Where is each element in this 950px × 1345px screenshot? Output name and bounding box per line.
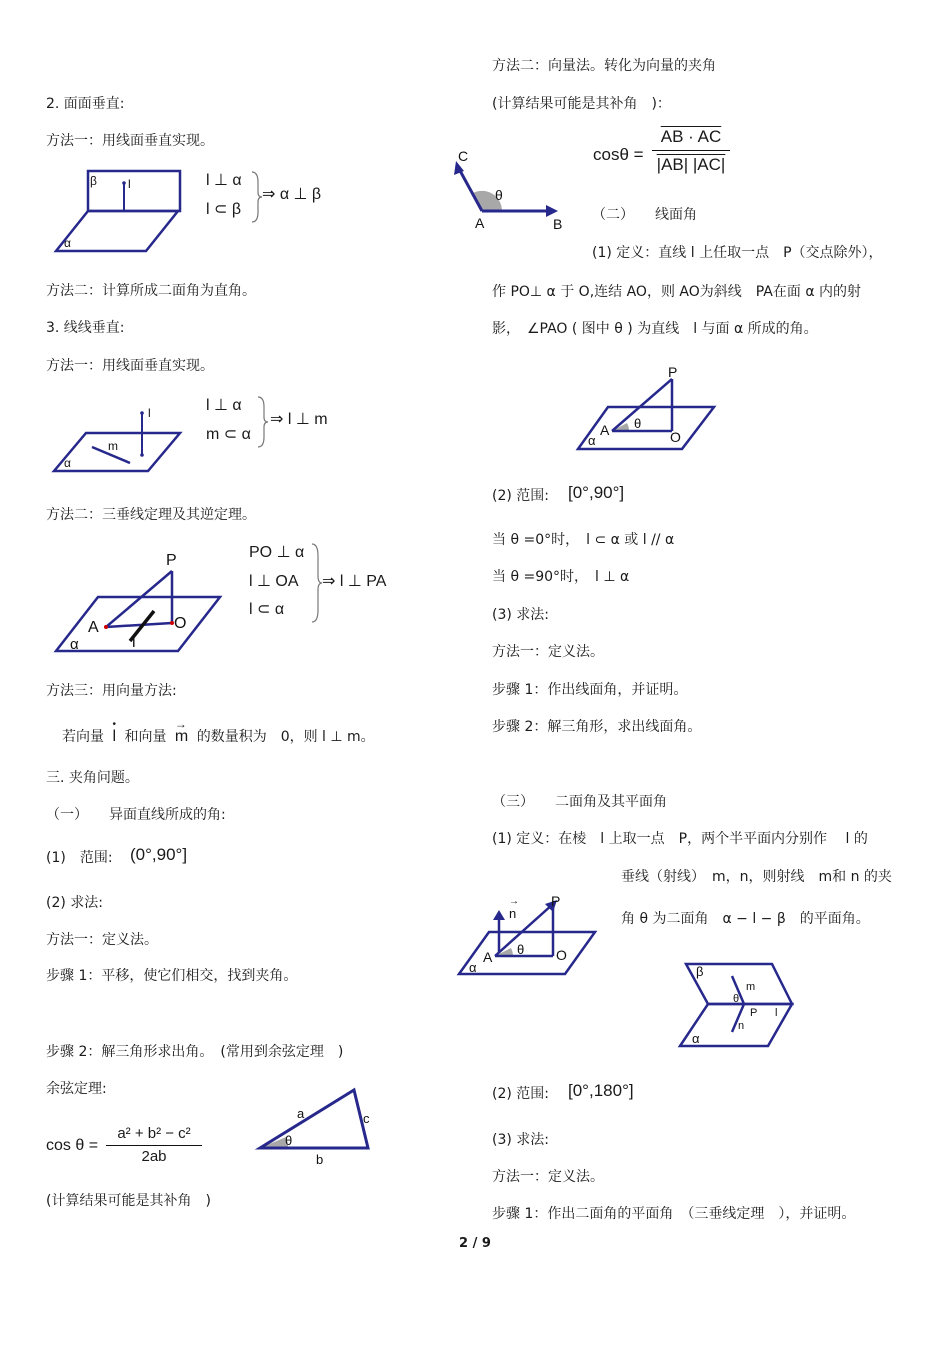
- n-label: n: [738, 1020, 745, 1032]
- sub2-range-label: (2) 范围:: [492, 488, 549, 504]
- s2-formula-b: l ⊂ β: [206, 201, 242, 218]
- sec3-title: 三. 夹角问题。: [46, 770, 139, 786]
- theta-label: θ: [495, 187, 503, 203]
- vector-l: • l: [112, 719, 117, 745]
- vector-cos-fraction: [652, 124, 730, 179]
- s3-formula2-b: l ⊥ OA: [249, 573, 299, 590]
- sub2-step2: 步骤 2：解三角形，求出线面角。: [492, 719, 702, 735]
- l-label: l: [132, 634, 136, 651]
- s3-formula-a: l ⊥ α: [206, 397, 242, 414]
- alpha-label: α: [70, 636, 79, 653]
- c-label: c: [363, 1111, 370, 1126]
- beta-label: β: [90, 174, 97, 188]
- sub2-case2: 当 θ =90°时， l ⊥ α: [492, 569, 630, 585]
- C-label: C: [458, 148, 469, 164]
- m2-title: 方法二：向量法。转化为向量的夹角: [492, 58, 716, 74]
- sub1-range-label: (1) 范围:: [46, 850, 113, 866]
- sub1-method: (2) 求法:: [46, 895, 103, 911]
- sub2-range-value: [0°,90°]: [568, 483, 625, 502]
- sub3-def-line2: 垂线（射线） m，n，则射线 m和 n 的夹: [621, 869, 892, 885]
- vector-cos-lhs: cosθ =: [593, 145, 644, 164]
- sub2-method: (3) 求法:: [492, 607, 549, 623]
- sub2-case1: 当 θ =0°时， l ⊂ α 或 l // α: [492, 532, 675, 548]
- vector-product-line: 若向量 • l 和向量 → m 的数量积为 0，则 l ⊥ m。: [62, 717, 375, 745]
- sub3-title: （三） 二面角及其平面角: [492, 794, 667, 810]
- P-label: P: [551, 893, 561, 909]
- supplement-note: (计算结果可能是其补角 ): [46, 1193, 211, 1209]
- s2-method2: 方法二：计算所成二面角为直角。: [46, 283, 256, 299]
- sub1-step1: 步骤 1：平移，使它们相交，找到夹角。: [46, 968, 298, 984]
- s3-formula2-c: l ⊂ α: [249, 601, 285, 618]
- s3-title: 3. 线线垂直:: [46, 320, 125, 336]
- sub3-method: (3) 求法:: [492, 1132, 549, 1148]
- s3-formula-c: ⇒ l ⊥ m: [270, 411, 328, 428]
- sub3-def-line1: (1) 定义：在棱 l 上取一点 P，两个半平面内分别作 l 的: [492, 831, 868, 847]
- A-label: A: [88, 619, 99, 636]
- l-label: l: [128, 177, 131, 191]
- n-label: n: [509, 906, 517, 921]
- m-label: m: [746, 981, 756, 993]
- cos-law-title: 余弦定理:: [46, 1081, 107, 1097]
- b-label: b: [316, 1152, 324, 1167]
- triangle-figure: [250, 1082, 380, 1172]
- l-label: l: [148, 406, 151, 420]
- m2-note: (计算结果可能是其补角 )：: [492, 96, 671, 112]
- cos-law-lhs: cos θ =: [46, 1137, 99, 1154]
- sub2-step1: 步骤 1：作出线面角，并证明。: [492, 682, 688, 698]
- alpha-label: α: [588, 433, 596, 448]
- sub1-method1: 方法一：定义法。: [46, 932, 158, 948]
- s3-method1: 方法一：用线面垂直实现。: [46, 358, 214, 374]
- theta-label: θ: [517, 942, 525, 957]
- sub3-method1: 方法一：定义法。: [492, 1169, 604, 1185]
- vector-angle-figure: [450, 145, 570, 237]
- a-label: a: [297, 1106, 305, 1121]
- P-label: P: [668, 364, 678, 380]
- theta-label: θ: [634, 416, 642, 431]
- vector-arrow-icon: →: [509, 896, 519, 907]
- three-perpendiculars-figure: [50, 545, 230, 657]
- sub1-title: （一） 异面直线所成的角:: [46, 807, 226, 823]
- brace-icon: [256, 395, 270, 449]
- sub1-range-value: (0°,90°]: [130, 845, 188, 864]
- s3-formula-b: m ⊂ α: [206, 426, 251, 443]
- vector-cos-denominator: |AB| |AC|: [656, 155, 726, 174]
- plane-plane-figure: [50, 165, 190, 260]
- P-label: P: [166, 552, 177, 569]
- sub3-range-label: (2) 范围:: [492, 1086, 549, 1102]
- s2-formula-c: ⇒ α ⊥ β: [262, 186, 322, 203]
- normal-vector-figure: [455, 890, 605, 980]
- P-label: P: [750, 1007, 758, 1019]
- O-label: O: [174, 615, 187, 632]
- s3-formula2-d: ⇒ l ⊥ PA: [322, 573, 387, 590]
- O-label: O: [670, 429, 681, 445]
- A-label: A: [483, 949, 493, 965]
- dihedral-angle-figure: [676, 958, 800, 1052]
- sub2-def-line1: (1) 定义：直线 l 上任取一点 P（交点除外），: [592, 245, 883, 261]
- cos-law-numerator: a² + b² − c²: [106, 1124, 202, 1146]
- alpha-label: α: [64, 456, 71, 470]
- sub2-title: （二） 线面角: [592, 207, 697, 223]
- cos-law-denominator: 2ab: [141, 1148, 167, 1165]
- beta-label: β: [696, 964, 704, 979]
- s2-method1: 方法一：用线面垂直实现。: [46, 133, 214, 149]
- alpha-label: α: [692, 1031, 700, 1046]
- s3-method3: 方法三：用向量方法:: [46, 683, 177, 699]
- O-label: O: [556, 947, 567, 963]
- alpha-label: α: [64, 236, 71, 250]
- sub3-def-line3: 角 θ 为二面角 α − l − β 的平面角。: [621, 911, 870, 927]
- cos-law-fraction: [106, 1124, 202, 1168]
- theta-label: θ: [285, 1133, 293, 1148]
- line-plane-angle-figure: [572, 365, 722, 455]
- sub2-def-line2: 作 PO⊥ α 于 O,连结 AO，则 AO为斜线 PA在面 α 内的射: [492, 284, 862, 300]
- alpha-label: α: [469, 960, 477, 975]
- sub2-method1: 方法一：定义法。: [492, 644, 604, 660]
- m-label: m: [108, 439, 118, 453]
- page-number: 2 / 9: [459, 1236, 491, 1251]
- sub3-range-value: [0°,180°]: [568, 1081, 634, 1100]
- A-label: A: [475, 215, 485, 231]
- vector-cos-numerator: AB · AC: [652, 124, 730, 151]
- A-label: A: [600, 422, 610, 438]
- sub3-step1: 步骤 1：作出二面角的平面角 （三垂线定理 ），并证明。: [492, 1206, 856, 1222]
- l-label: l: [775, 1007, 778, 1019]
- sub2-def-line3: 影， ∠PAO ( 图中 θ ) 为直线 l 与面 α 所成的角。: [492, 321, 818, 337]
- s3-method2: 方法二：三垂线定理及其逆定理。: [46, 507, 256, 523]
- vector-m: → m: [174, 717, 189, 745]
- s2-title: 2. 面面垂直:: [46, 96, 125, 112]
- theta-label: θ: [733, 993, 740, 1005]
- s3-formula2-a: PO ⊥ α: [249, 544, 305, 561]
- line-line-figure: [50, 405, 190, 477]
- B-label: B: [553, 216, 563, 232]
- s2-formula-a: l ⊥ α: [206, 172, 242, 189]
- sub1-step2: 步骤 2：解三角形求出角。 (常用到余弦定理 ): [46, 1044, 344, 1060]
